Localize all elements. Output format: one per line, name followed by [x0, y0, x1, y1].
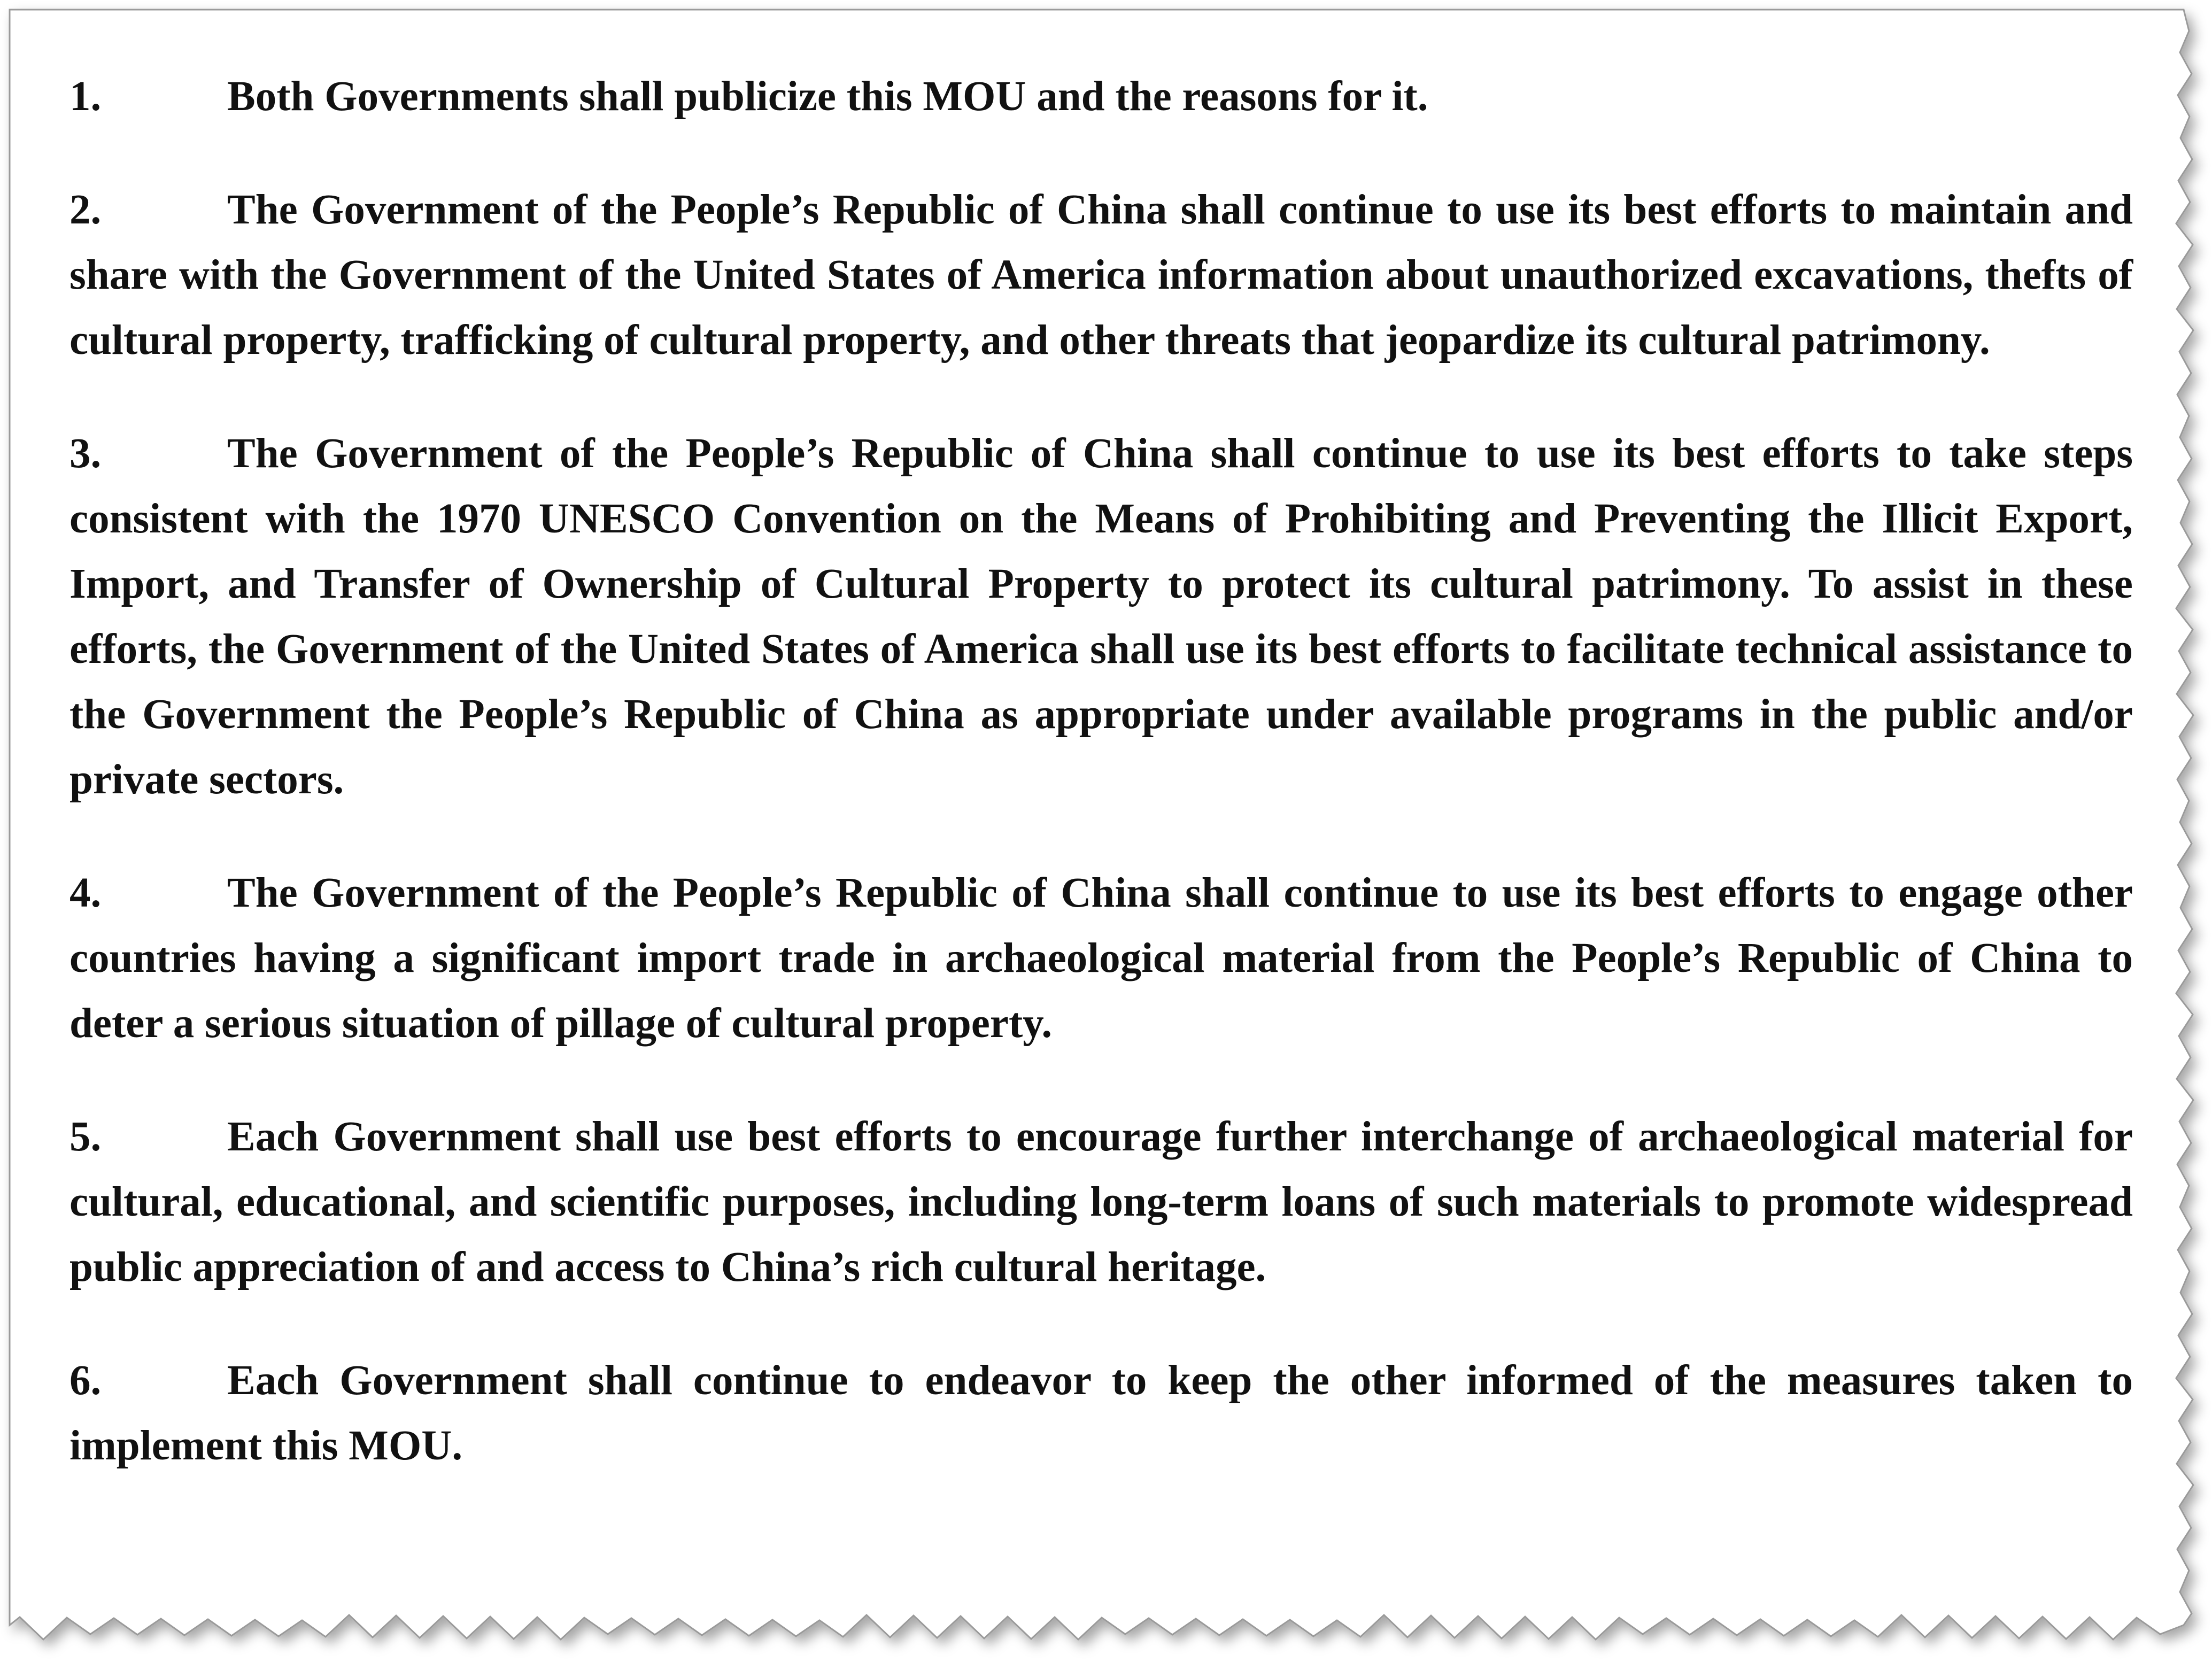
paragraph-text: Each Government shall use best efforts to encourage further interchange of archaeological material for cultural, educational, and scientific purposes, including long-term loans of such materials to promote widespread public appreciation of and access to China’s rich cultural heritage. [69, 1114, 2133, 1290]
paragraph-text: Each Government shall continue to endeavor to keep the other informed of the measures taken to implement this MOU. [69, 1357, 2133, 1469]
paragraph-number: 2. [69, 187, 102, 233]
paragraph-text: The Government of the People’s Republic of China shall continue to use its best efforts to take steps consistent with the 1970 UNESCO Convention on the Means of Prohibiting and Preventing the Illicit Export, Import, and Transfer of Ownership of Cultural Property to protect its cultural patrimony. To assist in these efforts, the Government of the United States of America shall use its best efforts to facilitate technical assistance to the Government the People’s Republic of China as appropriate under available programs in the public and/or private sectors. [69, 430, 2133, 803]
paragraph-6 [69, 1348, 2133, 1479]
paragraph-number: 6. [69, 1357, 102, 1404]
paragraph-5 [69, 1104, 2133, 1300]
paragraph-2 [69, 177, 2133, 373]
paragraph-number: 1. [69, 73, 102, 120]
paragraph-text: Both Governments shall publicize this MOU and the reasons for it. [227, 73, 1428, 120]
paragraph-1 [69, 64, 2133, 129]
paragraph-4 [69, 861, 2133, 1056]
paragraph-number: 4. [69, 870, 102, 916]
paragraph-text: The Government of the People’s Republic of China shall continue to use its best efforts to maintain and share with the Government of the United States of America information about unauthorized excavations, thefts of cultural property, trafficking of cultural property, and other threats that jeopardize its cultural patrimony. [69, 187, 2133, 364]
document-body [69, 64, 2133, 1527]
paragraph-text: The Government of the People’s Republic of China shall continue to use its best efforts to engage other countries having a significant import trade in archaeological material from the People’s Republic of China to deter a serious situation of pillage of cultural property. [69, 870, 2133, 1047]
paragraph-number: 3. [69, 430, 102, 477]
paragraph-3 [69, 421, 2133, 813]
paragraph-number: 5. [69, 1114, 102, 1160]
